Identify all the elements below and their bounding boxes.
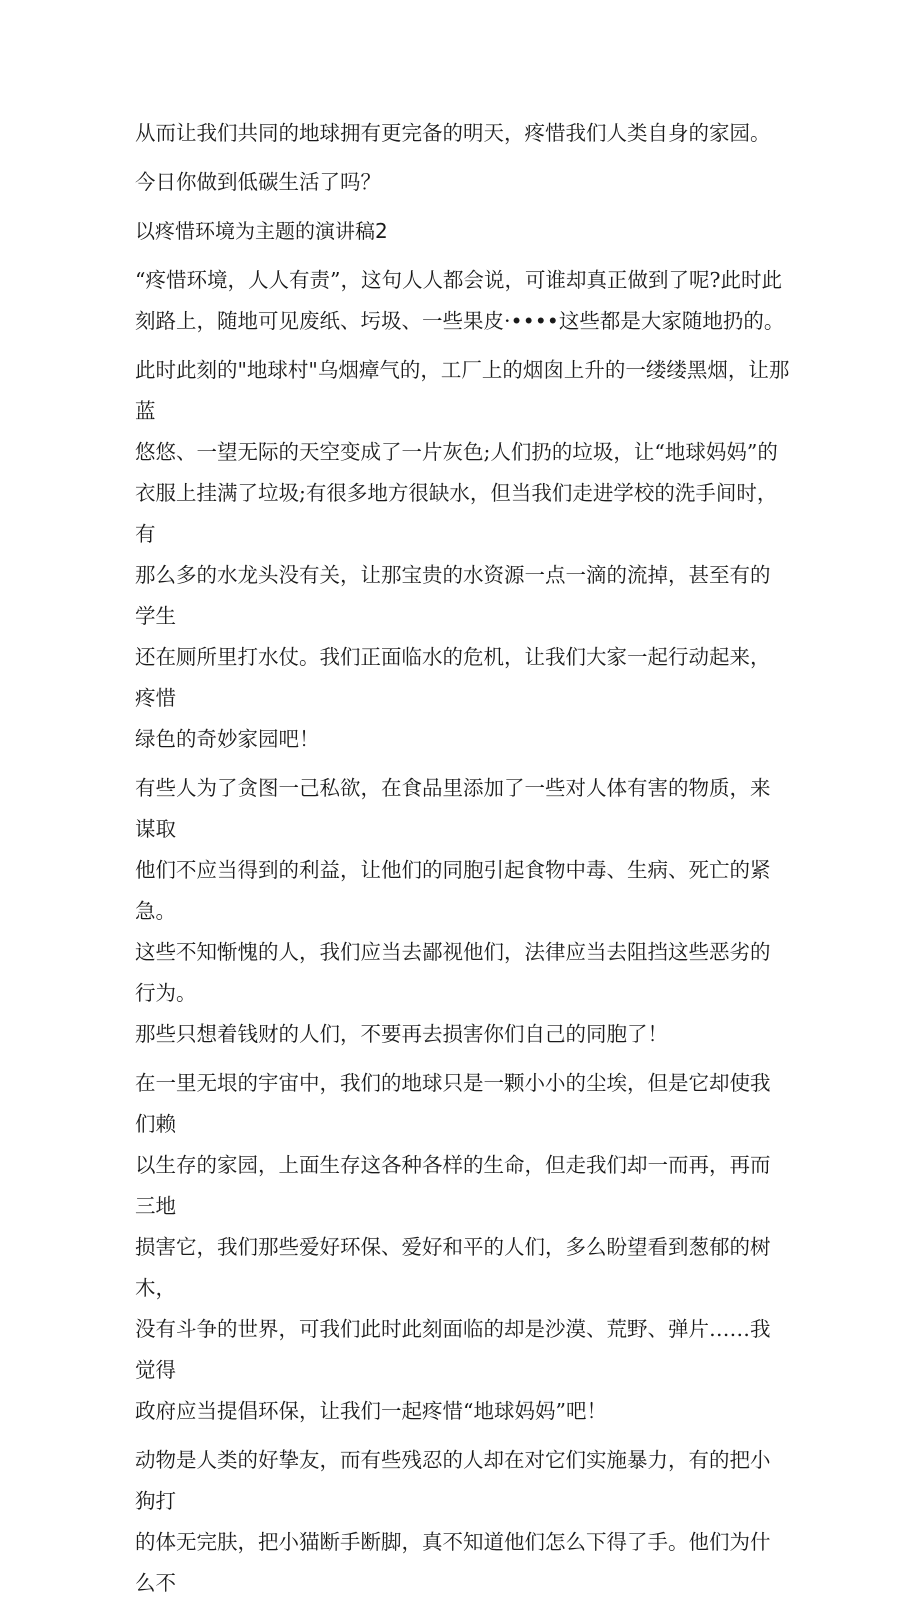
body-paragraph-4: 在一里无垠的宇宙中，我们的地球只是一颗小小的尘埃，但是它却使我们赖 以生存的家园，上面生存这各种各样的生命，但走我们却一而再，再而三地 损害它，我们那些爱好环保、爱好和平的人们，多么盼望看到葱郁的树木， 没有斗争的世界，可我们此时此刻面临的却是沙漠、荒野、弹片……我觉得 政府应当提倡环保，让我们一起疼惜“地球妈妈”吧！ [135,1071,771,1423]
body-paragraph-5: 动物是人类的好挚友，而有些残忍的人却在对它们实施暴力，有的把小狗打 的体无完肤，把小猫断手断脚，真不知道他们怎么下得了手。他们为什么不 [135,1448,771,1595]
paragraph-intro-2: 今日你做到低碳生活了吗？ [135,170,381,194]
body-paragraph-3: 有些人为了贪图一己私欲，在食品里添加了一些对人体有害的物质，来谋取 他们不应当得到的利益，让他们的同胞引起食物中毒、生病、死亡的紧急。 这些不知惭愧的人，我们应当去鄙视他们，法律应当去阻挡这些恶劣的行为。 那些只想着钱财的人们，不要再去损害你们自己的同胞了！ [135,776,771,1046]
section-title: 以疼惜环境为主题的演讲稿2 [135,219,388,243]
paragraph-intro-1: 从而让我们共同的地球拥有更完备的明天，疼惜我们人类自身的家园。 [135,121,771,145]
body-paragraph-1: “疼惜环境，人人有责”，这句人人都会说，可谁却真正做到了呢?此时此 刻路上，随地可见废纸、圬圾、一些果皮·••••这些都是大家随地扔的。 [135,268,785,333]
document-content [135,113,790,1612]
body-paragraph-2: 此时此刻的"地球村"乌烟瘴气的，工厂上的烟囱上升的一缕缕黑烟，让那蓝 悠悠、一望无际的天空变成了一片灰色;人们扔的垃圾，让“地球妈妈”的 衣服上挂满了垃圾;有很多地方很缺水，但当我们走进学校的洗手间时，有 那么多的水龙头没有关，让那宝贵的水资源一点一滴的流掉，甚至有的学生 还在厕所里打水仗。我们正面临水的危机，让我们大家一起行动起来，疼惜 绿色的奇妙家园吧！ [135,358,790,751]
